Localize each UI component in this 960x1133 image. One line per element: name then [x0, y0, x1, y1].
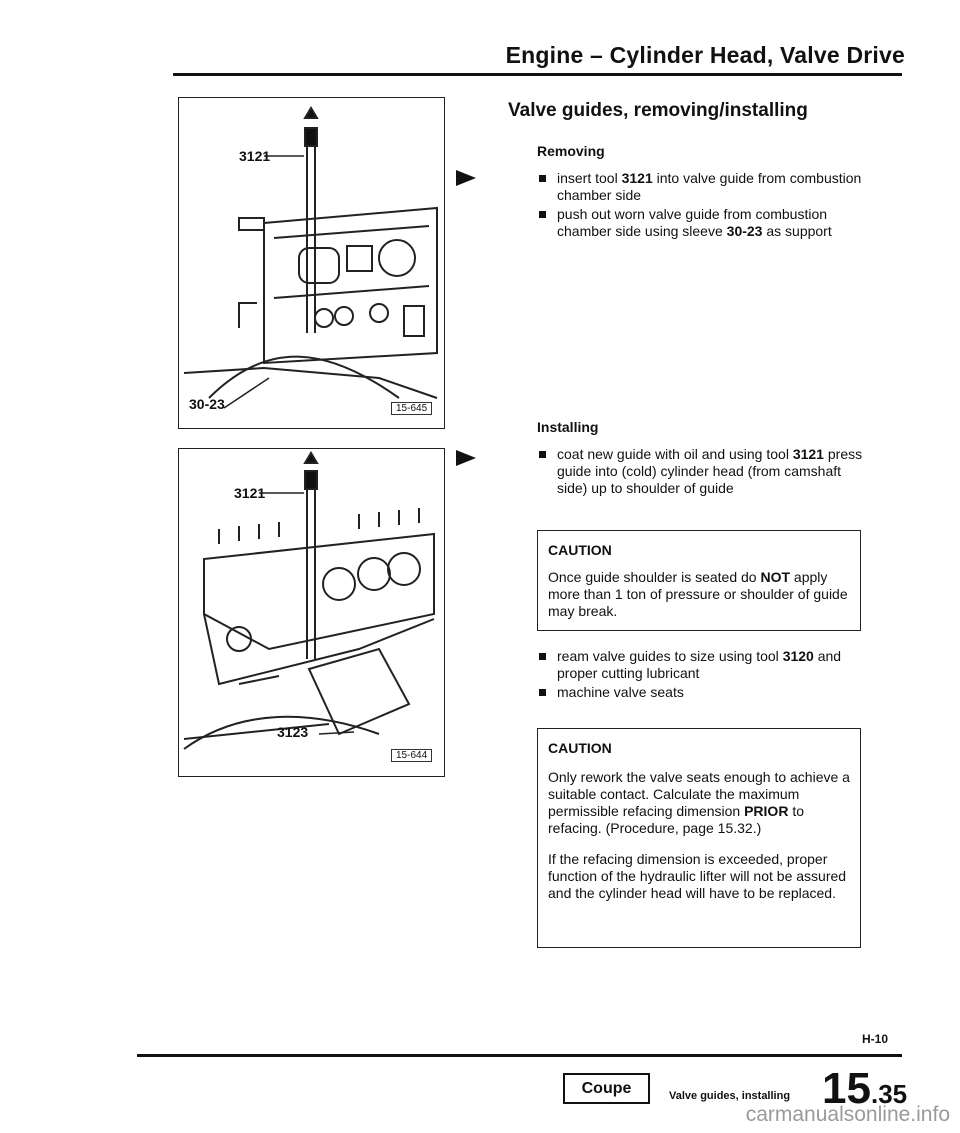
caution-text: Once guide shoulder is seated do NOT apply more than 1 ton of pressure or shoulder of guide may break.	[548, 569, 848, 619]
caution-paragraph: Only rework the valve seats enough to achieve a suitable contact. Calculate the maximum permissible refacing dimension PRIOR to refacing. (Procedure, page 15.32.)	[548, 769, 850, 836]
figure-guide-removal	[178, 97, 445, 429]
caution-text	[548, 769, 850, 916]
installing-heading: Installing	[537, 419, 599, 435]
tool-3121-label: 3121	[234, 485, 266, 501]
header-rule	[173, 73, 902, 76]
removing-steps	[537, 170, 867, 242]
figure-pointer-arrow	[456, 450, 476, 466]
caution-heading: CAUTION	[548, 740, 612, 756]
tool-3121-label: 3121	[239, 148, 271, 164]
step-item: insert tool 3121 into valve guide from combustion chamber side	[537, 170, 867, 204]
step-item: machine valve seats	[537, 684, 867, 701]
step-item: ream valve guides to size using tool 3120 and proper cutting lubricant	[537, 648, 867, 682]
figure-code: 15-645	[391, 402, 432, 415]
removing-heading: Removing	[537, 143, 605, 159]
installing-steps-a	[537, 446, 867, 499]
caution-paragraph: If the refacing dimension is exceeded, proper function of the hydraulic lifter will not be assured and the cylinder head will have to be replaced.	[548, 851, 847, 901]
installing-steps-b	[537, 648, 867, 703]
caution-box-2	[537, 728, 861, 948]
footer-code: H-10	[861, 1032, 888, 1046]
page-number: 15.35	[822, 1064, 908, 1113]
figure-code: 15-644	[391, 749, 432, 762]
step-item: push out worn valve guide from combustion chamber side using sleeve 30-23 as support	[537, 206, 867, 240]
watermark: carmanualsonline.info	[745, 1103, 950, 1126]
figure-pointer-arrow	[456, 170, 476, 186]
tool-3123-label: 3123	[277, 724, 309, 740]
caution-box-1	[537, 530, 861, 631]
page-header-title: Engine – Cylinder Head, Valve Drive	[505, 42, 905, 68]
figure-guide-installation	[178, 448, 445, 777]
model-badge: Coupe	[563, 1073, 650, 1104]
cylinder-head-removal-illustration	[179, 98, 444, 428]
tool-30-23-label: 30-23	[189, 396, 225, 412]
caution-heading: CAUTION	[548, 542, 612, 558]
step-item: coat new guide with oil and using tool 3121 press guide into (cold) cylinder head (from camshaft side) up to shoulder of guide	[537, 446, 867, 497]
footer-caption: Valve guides, installing	[669, 1090, 791, 1102]
section-title: Valve guides, removing/installing	[508, 100, 808, 121]
footer-rule	[137, 1054, 902, 1057]
cylinder-head-installation-illustration	[179, 449, 444, 776]
